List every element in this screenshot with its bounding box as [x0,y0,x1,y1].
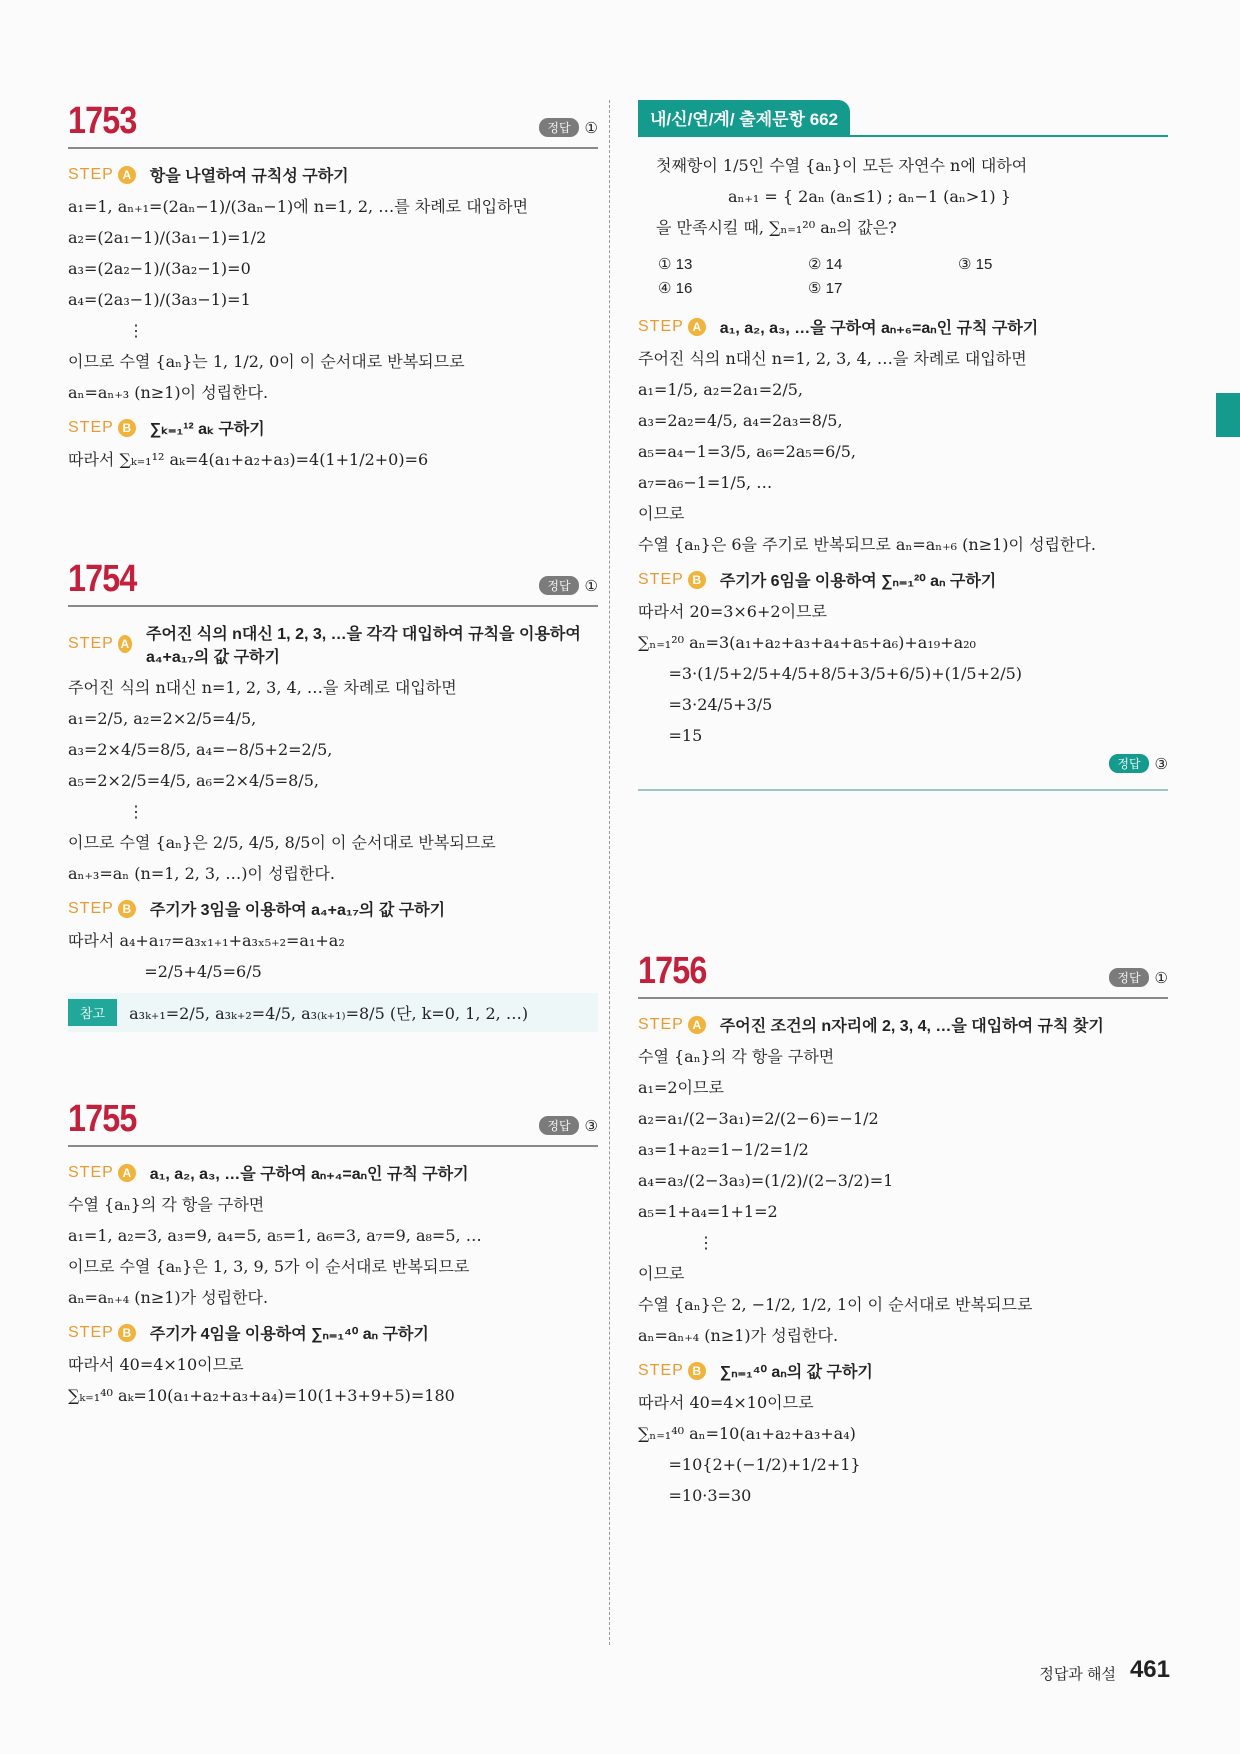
solution-line: a₅=1+a₄=1+1=2 [638,1202,778,1221]
answer-value: ① [584,577,598,595]
solution-line: 주어진 식의 n대신 n=1, 2, 3, 4, …을 차례로 대입하면 [638,349,1027,368]
problem-header [68,1098,598,1147]
answer-label [539,1116,598,1135]
solution-line: a₃=(2a₂−1)/(3a₂−1)=0 [68,259,251,278]
problem-number: 1755 [68,1098,137,1140]
answer-choices [658,255,1168,297]
solution-line: a₁=1, aₙ₊₁=(2aₙ−1)/(3aₙ−1)에 n=1, 2, …를 차례로 대입하면 [68,197,529,216]
question-line: aₙ₊₁ = { 2aₙ (aₙ≤1) ; aₙ−1 (aₙ>1) } [728,187,1011,206]
step-b-heading [68,1321,598,1344]
solution-line: =2/5+4/5=6/5 [68,962,262,981]
problem-number: 1754 [68,558,137,600]
problem-number: 1756 [638,950,707,992]
problem-header [68,558,598,607]
solution-line: 따라서 40=4×10이므로 [638,1393,814,1412]
step-a-heading [638,315,1168,338]
problem-1756 [638,950,1168,1509]
step-letter: A [118,635,132,653]
choice-1: ① 13 [658,256,693,273]
solution-line: a₃=2a₂=4/5, a₄=2a₃=8/5, [638,411,843,430]
problem-number: 1753 [68,100,137,142]
step-letter: B [688,571,706,589]
naesin-tag: 내/신/연/계/ 출제문항 662 [638,100,850,135]
solution-line: =3·24/5+3/5 [638,695,773,714]
solution-line: a₂=a₁/(2−3a₁)=2/(2−6)=−1/2 [638,1109,879,1128]
answer-badge: 정답 [1109,754,1148,773]
note-badge: 참고 [68,999,117,1026]
solution-line: a₅=2×2/5=4/5, a₆=2×4/5=8/5, [68,771,319,790]
solution-line: 수열 {aₙ}의 각 항을 구하면 [68,1195,265,1214]
problem-1753 [68,100,598,540]
step-letter: B [118,1324,136,1342]
choice-5: ⑤ 17 [808,280,843,297]
answer-label [539,576,598,595]
question-line: 을 만족시킬 때, ∑ₙ₌₁²⁰ aₙ의 값은? [656,218,897,237]
step-title: a₁, a₂, a₃, …을 구하여 aₙ₊₄=aₙ인 규칙 구하기 [149,1166,469,1183]
page-footer [1039,1656,1170,1684]
solution-line: a₇=a₆−1=1/5, … [638,473,773,492]
naesin-problem-662 [638,100,1168,890]
section-rule [638,789,1168,791]
answer-value: ③ [1154,755,1168,773]
solution-line: 이므로 [638,504,685,523]
problem-header [68,100,598,149]
solution-line: 이므로 수열 {aₙ}는 1, 1/2, 0이 이 순서대로 반복되므로 [68,352,465,371]
solution-line: 이므로 수열 {aₙ}은 2/5, 4/5, 8/5이 이 순서대로 반복되므로 [68,833,496,852]
solution-line: aₙ₊₃=aₙ (n=1, 2, 3, …)이 성립한다. [68,864,335,883]
solution-line: ⋮ [128,321,144,340]
footer-label: 정답과 해설 [1039,1666,1116,1683]
solution-line: =15 [638,726,703,745]
problem-1755 [68,1098,598,1409]
step-letter: A [688,1016,706,1034]
step-word: STEP [68,165,114,183]
solution-line: aₙ=aₙ₊₄ (n≥1)가 성립한다. [68,1288,269,1307]
answer-badge: 정답 [539,576,578,595]
answer-label [1109,968,1168,987]
solution-line: ∑ₖ₌₁⁴⁰ aₖ=10(a₁+a₂+a₃+a₄)=10(1+3+9+5)=180 [68,1386,455,1405]
step-word: STEP [638,1361,684,1379]
solution-line: 수열 {aₙ}의 각 항을 구하면 [638,1047,835,1066]
solution-line: 이므로 수열 {aₙ}은 1, 3, 9, 5가 이 순서대로 반복되므로 [68,1257,470,1276]
step-word: STEP [68,418,114,436]
step-word: STEP [68,1323,114,1341]
solution-line: =10{2+(−1/2)+1/2+1} [638,1455,861,1474]
answer-value: ③ [584,1117,598,1135]
solution-line: 주어진 식의 n대신 n=1, 2, 3, 4, …을 차례로 대입하면 [68,678,457,697]
answer-badge: 정답 [539,1116,578,1135]
step-a-heading [68,621,598,667]
step-b-heading [638,568,1168,591]
solution-line: a₃=1+a₂=1−1/2=1/2 [638,1140,809,1159]
solution-line: =3·(1/5+2/5+4/5+8/5+3/5+6/5)+(1/5+2/5) [638,664,1022,683]
solution-line: ⋮ [128,802,144,821]
step-title: 주어진 식의 n대신 1, 2, 3, …을 각각 대입하여 규칙을 이용하여 a₄+a₁₇의 값 구하기 [145,626,581,666]
solution-line: aₙ=aₙ₊₃ (n≥1)이 성립한다. [68,383,269,402]
step-b-heading [68,897,598,920]
solution-line: ∑ₙ₌₁²⁰ aₙ=3(a₁+a₂+a₃+a₄+a₅+a₆)+a₁₉+a₂₀ [638,633,976,652]
step-word: STEP [68,1163,114,1181]
step-title: 주어진 조건의 n자리에 2, 3, 4, …을 대입하여 규칙 찾기 [719,1018,1104,1035]
note-text: a₃ₖ₊₁=2/5, a₃ₖ₊₂=4/5, a₃₍ₖ₊₁₎=8/5 (단, k=0, 1, 2, …) [129,1004,529,1023]
note-box [68,993,598,1032]
step-letter: A [688,318,706,336]
step-title: 항을 나열하여 규칙성 구하기 [149,168,349,185]
answer-badge: 정답 [539,118,578,137]
solution-line: 따라서 20=3×6+2이므로 [638,602,827,621]
solution-line: a₃=2×4/5=8/5, a₄=−8/5+2=2/5, [68,740,333,759]
step-b-heading [68,416,598,439]
solution-line: 수열 {aₙ}은 6을 주기로 반복되므로 aₙ=aₙ₊₆ (n≥1)이 성립한다. [638,535,1097,554]
question-line: 첫째항이 1/5인 수열 {aₙ}이 모든 자연수 n에 대하여 [656,156,1028,175]
step-b-heading [638,1359,1168,1382]
answer-label [539,118,598,137]
answer-value: ① [584,119,598,137]
solution-line: 따라서 a₄+a₁₇=a₃ₓ₁₊₁+a₃ₓ₅₊₂=a₁+a₂ [68,931,345,950]
step-word: STEP [638,1015,684,1033]
right-column [638,100,1168,1514]
choice-4: ④ 16 [658,280,693,297]
step-letter: B [118,900,136,918]
solution-line: aₙ=aₙ₊₄ (n≥1)가 성립한다. [638,1326,839,1345]
step-title: ∑ₖ₌₁¹² aₖ 구하기 [149,421,265,438]
step-letter: B [118,419,136,437]
solution-line: a₁=2/5, a₂=2×2/5=4/5, [68,709,257,728]
step-word: STEP [638,570,684,588]
choice-3: ③ 15 [958,256,993,273]
solution-line: =10·3=30 [638,1486,752,1505]
step-letter: A [118,166,136,184]
step-word: STEP [638,317,684,335]
naesin-header [638,100,1168,137]
column-divider [609,100,610,1645]
step-title: ∑ₙ₌₁⁴⁰ aₙ의 값 구하기 [719,1364,873,1381]
step-title: 주기가 6임을 이용하여 ∑ₙ₌₁²⁰ aₙ 구하기 [719,573,997,590]
solution-line: ∑ₙ₌₁⁴⁰ aₙ=10(a₁+a₂+a₃+a₄) [638,1424,856,1443]
solution-line: a₄=(2a₃−1)/(3a₃−1)=1 [68,290,251,309]
problem-header [638,950,1168,999]
step-title: 주기가 4임을 이용하여 ∑ₙ₌₁⁴⁰ aₙ 구하기 [149,1326,429,1343]
solution-line: 이므로 [638,1264,685,1283]
page-number: 461 [1129,1656,1170,1683]
step-letter: B [688,1362,706,1380]
step-a-heading [68,1161,598,1184]
solution-line: a₄=a₃/(2−3a₃)=(1/2)/(2−3/2)=1 [638,1171,894,1190]
left-column [68,100,598,1414]
step-word: STEP [68,899,114,917]
side-tab [1216,393,1240,437]
choice-2: ② 14 [808,256,843,273]
solution-line: a₁=2이므로 [638,1078,724,1097]
step-letter: A [118,1164,136,1182]
solution-line: 수열 {aₙ}은 2, −1/2, 1/2, 1이 이 순서대로 반복되므로 [638,1295,1033,1314]
solution-line: a₁=1, a₂=3, a₃=9, a₄=5, a₅=1, a₆=3, a₇=9, a₈=5, … [68,1226,482,1245]
solution-line: 따라서 40=4×10이므로 [68,1355,244,1374]
step-title: a₁, a₂, a₃, …을 구하여 aₙ₊₆=aₙ인 규칙 구하기 [719,320,1039,337]
problem-1754 [68,558,598,1058]
solution-line: a₅=a₄−1=3/5, a₆=2a₅=6/5, [638,442,856,461]
step-word: STEP [68,635,114,652]
solution-line: a₂=(2a₁−1)/(3a₁−1)=1/2 [68,228,267,247]
solution-line: a₁=1/5, a₂=2a₁=2/5, [638,380,804,399]
solution-line: ⋮ [698,1233,714,1252]
step-a-heading [638,1013,1168,1036]
final-answer [638,754,1168,773]
answer-badge: 정답 [1109,968,1148,987]
step-a-heading [68,163,598,186]
answer-value: ① [1154,969,1168,987]
step-title: 주기가 3임을 이용하여 a₄+a₁₇의 값 구하기 [149,902,446,919]
solution-line: 따라서 ∑ₖ₌₁¹² aₖ=4(a₁+a₂+a₃)=4(1+1/2+0)=6 [68,450,429,469]
